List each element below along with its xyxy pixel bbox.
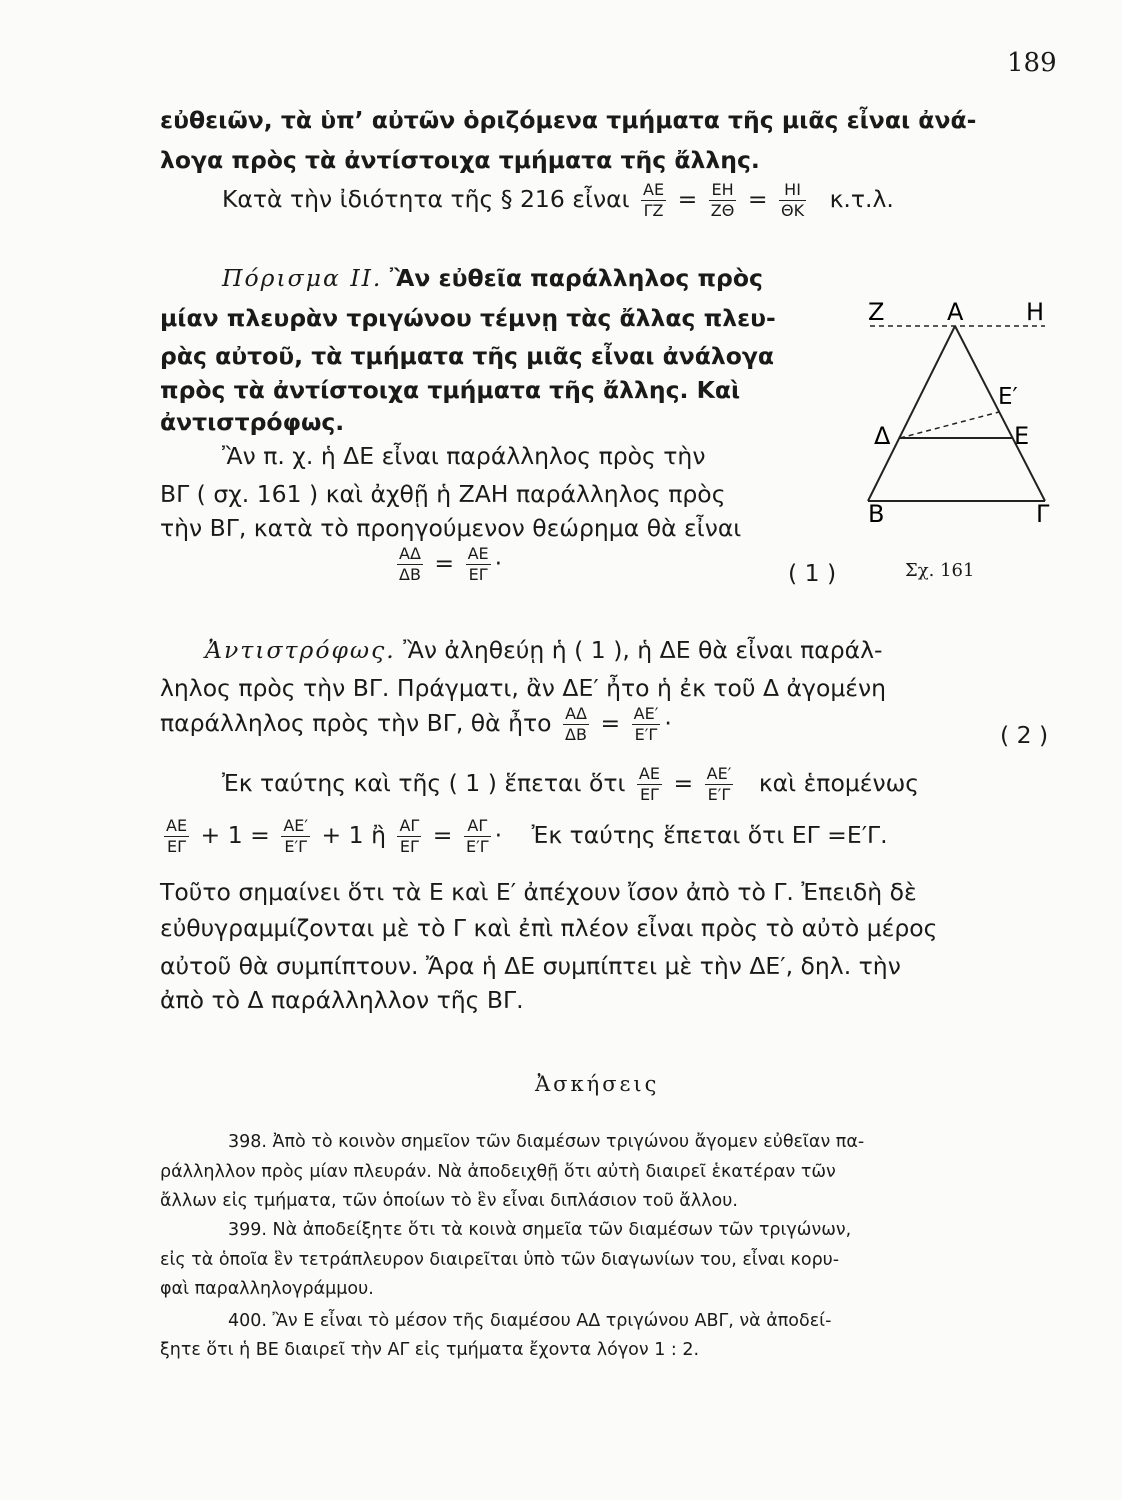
label-z: Ζ: [868, 298, 885, 326]
body2-l3-text: παράλληλος πρὸς τὴν ΒΓ, θὰ ἦτο: [160, 709, 552, 737]
label-a: Α: [947, 298, 964, 326]
fraction-den: ΔΒ: [399, 565, 421, 584]
equals-sign: =: [677, 185, 698, 213]
side-ag: [955, 326, 1045, 501]
body1-line-2: ΒΓ ( σχ. 161 ) καὶ ἀχθῇ ἡ ΖΑΗ παράλληλος πρὸς: [160, 480, 726, 508]
equation-tag-2: ( 2 ): [1000, 721, 1049, 749]
fraction-den: ΕΓ: [466, 564, 491, 585]
equation-dot: ·: [664, 709, 672, 737]
body2-l4-text: Ἐκ ταύτης καὶ τῆς ( 1 ) ἕπεται ὅτι: [222, 769, 626, 797]
exercises-heading: Ἀσκήσεις: [535, 1072, 660, 1096]
fraction-num: ΑΕ: [638, 764, 660, 783]
fraction-ad-db: [397, 544, 423, 585]
exercise-400-line-2: ξητε ὅτι ἡ ΒΕ διαιρεῖ τὴν ΑΓ εἰς τμήματα ἔχοντα λόγον 1 : 2.: [160, 1340, 700, 1360]
fraction-num: ΕΗ: [711, 180, 734, 199]
porisma-title: Πόρισμα ΙΙ.: [222, 264, 383, 292]
fraction-den: ΕΓ: [164, 836, 189, 857]
porisma-l1-text: Ἂν εὐθεῖα παράλληλος πρὸς: [389, 264, 763, 292]
body2-l1-text: Ἂν ἀληθεύῃ ἡ ( 1 ), ἡ ΔΕ θὰ εἶναι παράλ-: [403, 636, 883, 664]
fraction-num: ΑΕ′: [283, 816, 308, 835]
fraction-den: ΓΖ: [641, 200, 666, 221]
antistrofos-title: Ἀντιστρόφως.: [205, 636, 396, 664]
equation-tag-1: ( 1 ): [788, 559, 837, 587]
exercise-399-line-3: φαὶ παραλληλογράμμου.: [160, 1279, 374, 1299]
label-d: Δ: [874, 422, 891, 450]
exercise-400-line-1: 400. Ἂν Ε εἶναι τὸ μέσον τῆς διαμέσου ΑΔ τριγώνου ΑΒΓ, νὰ ἀποδεί-: [228, 1311, 832, 1331]
body1-line-3: τὴν ΒΓ, κατὰ τὸ προηγούμενον θεώρημα θὰ εἶναι: [160, 514, 742, 542]
equals-sign: =: [600, 709, 621, 737]
equals-sign: =: [434, 549, 455, 577]
fraction-den: ΕΓ: [637, 784, 662, 805]
body2-line-7: εὐθυγραμμίζονται μὲ τὸ Γ καὶ ἐπὶ πλέον εἶναι πρὸς τὸ αὐτὸ μέρος: [160, 914, 938, 942]
fraction-ae1-e1g: [632, 704, 661, 745]
label-g: Γ: [1036, 500, 1050, 528]
fraction-ad-db: [563, 704, 589, 745]
fraction-ae-gz: [641, 180, 666, 221]
fraction-ae1-e1g: [281, 816, 310, 857]
porisma-line-4: πρὸς τὰ ἀντίστοιχα τμήματα τῆς ἄλλης. Καὶ: [160, 376, 741, 404]
intro-line-3: [222, 180, 894, 221]
fraction-ag-e1g: [464, 816, 491, 857]
equation-dot: ·: [494, 549, 503, 577]
fraction-den: Ε′Γ: [465, 837, 489, 856]
plus-one-eq: + 1 =: [200, 821, 270, 849]
fraction-den: Ε′Γ: [705, 784, 734, 805]
body2-line-9: ἀπὸ τὸ Δ παράλληλλον τῆς ΒΓ.: [160, 986, 524, 1014]
label-e: Ε: [1014, 422, 1030, 450]
fraction-den: ΖΘ: [710, 201, 735, 220]
intro-ktl: κ.τ.λ.: [829, 185, 894, 213]
fraction-den: ΕΓ: [397, 836, 421, 857]
equals-sign: =: [432, 821, 453, 849]
fraction-eh-zth: [709, 180, 737, 221]
fraction-den: ΔΒ: [565, 725, 587, 744]
porisma-line-1: [222, 264, 763, 292]
fraction-num: ΑΓ: [467, 816, 488, 835]
triangle-figure: [860, 296, 1060, 556]
equals-sign: =: [673, 769, 694, 797]
fraction-num: ΑΕ′: [633, 704, 659, 723]
label-h: Η: [1026, 298, 1045, 326]
porisma-line-2: μίαν πλευρὰν τριγώνου τέμνῃ τὰς ἄλλας πλευ-: [160, 304, 776, 332]
exercise-398-line-2: ράλληλλον πρὸς μίαν πλευράν. Νὰ ἀποδειχθῇ ὅτι αὐτὴ διαιρεῖ ἑκατέραν τῶν: [160, 1162, 836, 1182]
exercise-398-line-1: 398. Ἀπὸ τὸ κοινὸν σημεῖον τῶν διαμέσων τριγώνου ἄγομεν εὐθεῖαν πα-: [228, 1132, 865, 1152]
label-b: Β: [868, 500, 885, 528]
porisma-line-5: ἀντιστρόφως.: [160, 408, 345, 436]
body2-line-8: αὐτοῦ θὰ συμπίπτουν. Ἄρα ἡ ΔΕ συμπίπτει μὲ τὴν ΔΕ′, δηλ. τὴν: [160, 952, 901, 980]
exercise-399-line-1: 399. Νὰ ἀποδείξητε ὅτι τὰ κοινὰ σημεῖα τῶν διαμέσων τῶν τριγώνων,: [228, 1220, 852, 1240]
body2-line-5: [160, 816, 888, 857]
body1-equation-1: [393, 544, 502, 585]
intro-line-2: λογα πρὸς τὰ ἀντίστοιχα τμήματα τῆς ἄλλης.: [160, 146, 760, 174]
body2-line-2: ληλος πρὸς τὴν ΒΓ. Πράγματι, ἂν ΔΕ′ ἦτο ἡ ἐκ τοῦ Δ ἀγομένη: [160, 674, 886, 702]
figure-caption: Σχ. 161: [905, 560, 975, 581]
fraction-num: ΑΕ: [467, 544, 489, 563]
body1-line-1: Ἂν π. χ. ἡ ΔΕ εἶναι παράλληλος πρὸς τὴν: [222, 442, 706, 470]
page-number: 189: [1007, 48, 1057, 78]
fraction-ag-eg: [397, 816, 421, 857]
fraction-ae-eg: [637, 764, 662, 805]
fraction-num: ΑΔ: [399, 544, 421, 563]
fraction-den: Ε′Γ: [632, 724, 661, 745]
fraction-num: ΑΕ′: [706, 764, 732, 783]
fraction-den: Ε′Γ: [281, 836, 310, 857]
equals-sign: =: [747, 185, 768, 213]
fraction-den: ΘΚ: [781, 201, 805, 220]
exercise-398-line-3: ἄλλων εἰς τμήματα, τῶν ὁποίων τὸ ἓν εἶναι διπλάσιον τοῦ ἄλλου.: [160, 1191, 738, 1211]
fraction-num: ΑΕ: [166, 816, 188, 835]
body2-line-1: [205, 636, 883, 664]
body2-l5-suffix: Ἐκ ταύτης ἕπεται ὅτι ΕΓ =Ε′Γ.: [531, 821, 888, 849]
fraction-num: ΗΙ: [784, 180, 801, 199]
plus-one-or: + 1 ἢ: [321, 821, 386, 849]
fraction-num: ΑΓ: [399, 816, 420, 835]
porisma-line-3: ρὰς αὐτοῦ, τὰ τμήματα τῆς μιᾶς εἶναι ἀνάλογα: [160, 342, 775, 370]
equation-dot: ·: [494, 821, 503, 849]
fraction-ae-eg: [466, 544, 491, 585]
exercise-399-line-2: εἰς τὰ ὁποῖα ἓν τετράπλευρον διαιρεῖται ὑπὸ τῶν διαγωνίων του, εἶναι κορυ-: [160, 1250, 840, 1270]
body2-line-3: [160, 704, 672, 745]
fraction-num: ΑΔ: [565, 704, 587, 723]
fraction-num: ΑΕ: [643, 180, 665, 199]
body2-l4-suffix: καὶ ἑπομένως: [758, 769, 920, 797]
side-ab: [868, 326, 955, 501]
fraction-hi-thk: [779, 180, 806, 221]
label-e-prime: Ε′: [998, 384, 1018, 410]
body2-line-6: Τοῦτο σημαίνει ὅτι τὰ Ε καὶ Ε′ ἀπέχουν ἴσον ἀπὸ τὸ Γ. Ἐπειδὴ δὲ: [160, 878, 917, 906]
intro-line-3-text: Κατὰ τὴν ἰδιότητα τῆς § 216 εἶναι: [222, 185, 630, 213]
body2-line-4: [222, 764, 919, 805]
intro-line-1: εὐθειῶν, τὰ ὑπ’ αὐτῶν ὁριζόμενα τμήματα τῆς μιᾶς εἶναι ἀνά-: [160, 106, 977, 134]
fraction-ae-eg: [164, 816, 189, 857]
fraction-ae1-e1g: [705, 764, 734, 805]
segment-de-prime: [900, 412, 999, 438]
